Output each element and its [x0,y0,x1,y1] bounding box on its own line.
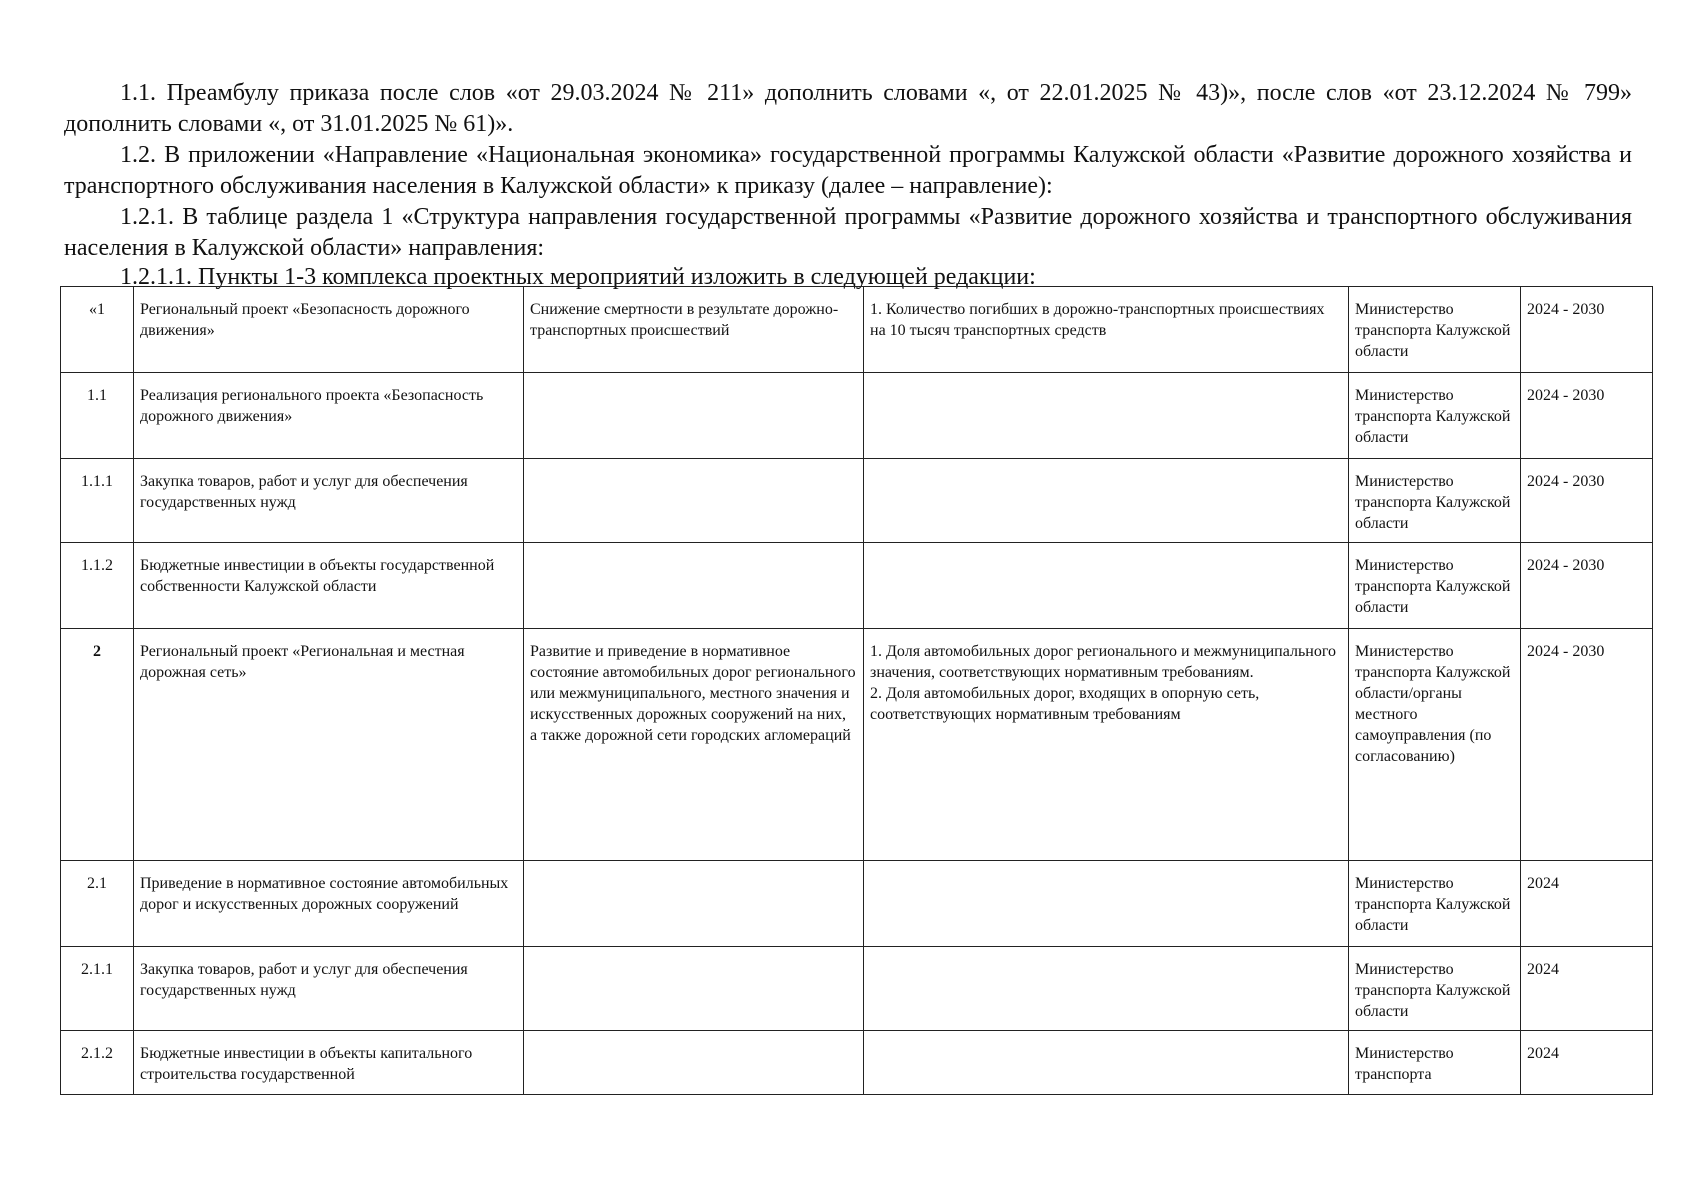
row-number-cell: 1.1.2 [61,543,134,629]
row-number-cell: 2.1.2 [61,1031,134,1095]
period-cell: 2024 - 2030 [1521,287,1653,373]
row-number-cell: 2.1.1 [61,947,134,1031]
responsible-cell: Министерство транспорта Калужской области [1349,861,1521,947]
indicators-cell [864,373,1349,459]
name-cell: Закупка товаров, работ и услуг для обеспечения государственных нужд [134,947,524,1031]
indicator-item: 2. Доля автомобильных дорог, входящих в опорную сеть, соответствующих нормативным требованиям [870,685,1260,723]
indicator-item: 1. Количество погибших в дорожно-транспортных происшествиях на 10 тысяч транспортных средств [870,301,1325,339]
row-number-cell: 1.1 [61,373,134,459]
name-cell: Бюджетные инвестиции в объекты государственной собственности Калужской области [134,543,524,629]
project-structure-table [60,286,1653,1095]
task-cell [524,1031,864,1095]
responsible-cell: Министерство транспорта Калужской области [1349,373,1521,459]
task-cell: Развитие и приведение в нормативное состояние автомобильных дорог регионального или межмуниципального, местного значения и искусственных дорожных сооружений на них, а также дорожной сети городских агломераций [524,629,864,861]
period-cell: 2024 [1521,947,1653,1031]
period-cell: 2024 - 2030 [1521,373,1653,459]
indicators-cell [864,629,1349,861]
indicators-cell [864,861,1349,947]
row-number-cell: 1.1.1 [61,459,134,543]
indicators-cell [864,543,1349,629]
period-cell: 2024 - 2030 [1521,629,1653,861]
indicators-cell [864,947,1349,1031]
table-row [61,459,1653,543]
indicators-cell [864,459,1349,543]
row-number-cell: «1 [61,287,134,373]
responsible-cell: Министерство транспорта Калужской области [1349,459,1521,543]
paragraph-1-2-1-1: 1.2.1.1. Пункты 1-3 комплекса проектных мероприятий изложить в следующей редакции: [120,264,1036,290]
table-row [61,1031,1653,1095]
row-number-cell: 2.1 [61,861,134,947]
name-cell: Региональный проект «Безопасность дорожного движения» [134,287,524,373]
task-cell [524,543,864,629]
name-cell: Приведение в нормативное состояние автомобильных дорог и искусственных дорожных сооружений [134,861,524,947]
responsible-cell: Министерство транспорта Калужской области [1349,543,1521,629]
task-cell [524,459,864,543]
table-row [61,287,1653,373]
paragraph-1-1: 1.1. Преамбулу приказа после слов «от 29.03.2024 № 211» дополнить словами «, от 22.01.2025 № 43)», после слов «от 23.12.2024 № 799» дополнить словами «, от 31.01.2025 № 61)». [64,80,1632,137]
period-cell: 2024 [1521,861,1653,947]
table-row [61,543,1653,629]
table-row [61,861,1653,947]
responsible-cell: Министерство транспорта Калужской области [1349,947,1521,1031]
table-row [61,629,1653,861]
indicators-cell [864,287,1349,373]
paragraph-1-2: 1.2. В приложении «Направление «Национальная экономика» государственной программы Калужской области «Развитие дорожного хозяйства и транспортного обслуживания населения в Калужской области» к приказу (далее – направление): [64,142,1632,199]
table-body [61,287,1653,1095]
responsible-cell: Министерство транспорта Калужской области/органы местного самоуправления (по согласованию) [1349,629,1521,861]
task-cell: Снижение смертности в результате дорожно-транспортных происшествий [524,287,864,373]
responsible-cell: Министерство транспорта Калужской области [1349,287,1521,373]
name-cell: Региональный проект «Региональная и местная дорожная сеть» [134,629,524,861]
indicator-item: 1. Доля автомобильных дорог регионального и межмуниципального значения, соответствующих нормативным требованиям. [870,643,1336,681]
table-row [61,947,1653,1031]
responsible-cell: Министерство транспорта [1349,1031,1521,1095]
name-cell: Бюджетные инвестиции в объекты капитального строительства государственной [134,1031,524,1095]
indicators-cell [864,1031,1349,1095]
row-number-cell: 2 [61,629,134,861]
period-cell: 2024 - 2030 [1521,543,1653,629]
task-cell [524,373,864,459]
table-row [61,373,1653,459]
period-cell: 2024 [1521,1031,1653,1095]
task-cell [524,861,864,947]
paragraph-1-2-1: 1.2.1. В таблице раздела 1 «Структура направления государственной программы «Развитие дорожного хозяйства и транспортного обслуживания населения в Калужской области» направления: [64,204,1632,261]
name-cell: Закупка товаров, работ и услуг для обеспечения государственных нужд [134,459,524,543]
name-cell: Реализация регионального проекта «Безопасность дорожного движения» [134,373,524,459]
task-cell [524,947,864,1031]
period-cell: 2024 - 2030 [1521,459,1653,543]
